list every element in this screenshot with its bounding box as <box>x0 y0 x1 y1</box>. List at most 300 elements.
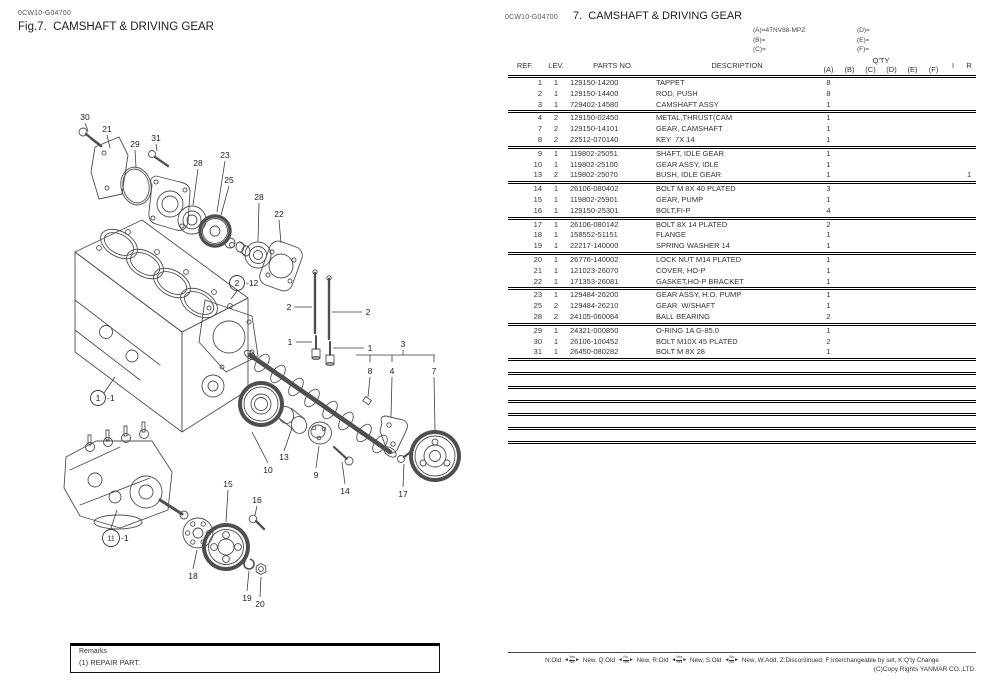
table-cell <box>881 89 902 100</box>
table-cell <box>839 324 860 336</box>
table-cell: 119802-25100 <box>570 159 618 169</box>
table-cell: 1 <box>553 205 559 215</box>
table-cell: 2 <box>826 219 831 229</box>
table-cell <box>923 100 944 112</box>
table-cell: 1 <box>826 347 831 357</box>
table-cell <box>881 347 902 359</box>
table-cell: 1 <box>826 99 831 109</box>
table-cell <box>962 77 976 89</box>
callout-suffix: -1 <box>107 393 115 403</box>
table-cell <box>962 241 976 253</box>
table-cell: 1 <box>826 148 831 158</box>
table-cell <box>962 324 976 336</box>
table-cell: 1 <box>553 325 559 335</box>
table-cell <box>902 347 923 359</box>
table-cell <box>962 135 976 147</box>
table-cell: 1 <box>826 290 831 300</box>
callout-label: 14 <box>340 486 350 496</box>
table-cell <box>839 170 860 182</box>
table-cell: LOCK NUT M14 PLATED <box>656 254 742 264</box>
table-cell <box>923 147 944 159</box>
table-cell <box>962 218 976 230</box>
table-cell <box>923 89 944 100</box>
table-cell: 1 <box>966 170 972 180</box>
table-cell <box>839 266 860 277</box>
table-row <box>508 241 976 253</box>
table-cell: 1 <box>826 230 831 240</box>
callout-label: 8 <box>367 366 373 376</box>
table-row <box>508 253 976 265</box>
table-cell: GEAR W/SHAFT <box>656 301 716 311</box>
qty-subcol: (D) <box>886 65 897 74</box>
table-cell: 22217-140000 <box>570 241 619 251</box>
table-cell: 1 <box>553 148 559 158</box>
table-cell <box>860 77 881 89</box>
model-label: (A)=4TNV88-MPZ <box>753 27 806 34</box>
table-row <box>508 206 976 218</box>
table-row <box>508 77 976 89</box>
table-cell: 31 <box>533 347 542 357</box>
table-cell <box>839 301 860 312</box>
table-cell: 4 <box>826 205 831 215</box>
table-cell <box>839 135 860 147</box>
table-row <box>508 112 976 124</box>
table-cell <box>881 253 902 265</box>
table-cell: METAL,THRUST(CAM <box>656 113 733 123</box>
table-cell <box>944 241 962 253</box>
table-cell <box>881 160 902 171</box>
table-cell <box>860 230 881 241</box>
table-cell: 2 <box>826 311 831 321</box>
table-cell <box>881 289 902 301</box>
table-cell <box>860 206 881 218</box>
table-cell: 1 <box>826 325 831 335</box>
table-cell: SHAFT, IDLE GEAR <box>656 148 724 158</box>
table-cell <box>860 89 881 100</box>
callout-label: 1 <box>367 343 373 353</box>
callout-suffix: -12 <box>246 278 259 288</box>
remarks-title: Remarks <box>79 648 108 655</box>
legend-code: Q:Old <box>598 656 617 664</box>
legend-after: New, <box>740 656 758 664</box>
table-cell <box>860 277 881 289</box>
table-cell <box>902 206 923 218</box>
table-cell <box>923 337 944 348</box>
table-cell: 119802-25070 <box>570 170 618 180</box>
legend-after: New, <box>581 656 599 664</box>
table-cell: SPRING WASHER 14 <box>656 241 730 251</box>
table-cell: 21 <box>533 265 542 275</box>
table-cell <box>944 218 962 230</box>
empty-cell <box>508 387 976 401</box>
table-cell <box>923 301 944 312</box>
table-cell <box>902 253 923 265</box>
table-cell <box>923 170 944 182</box>
table-cell: 24321-000850 <box>570 325 619 335</box>
col-ref: REF. <box>516 61 534 70</box>
table-cell <box>923 289 944 301</box>
empty-row <box>508 415 976 429</box>
table-cell: 1 <box>826 124 831 134</box>
table-cell <box>944 324 962 336</box>
callout-label: 18 <box>188 571 198 581</box>
table-cell <box>923 218 944 230</box>
table-cell <box>923 112 944 124</box>
col-lev: LEV. <box>548 61 564 70</box>
table-cell: FLANGE <box>656 230 687 240</box>
table-cell: 30 <box>533 336 542 346</box>
table-cell <box>860 253 881 265</box>
table-cell <box>944 124 962 135</box>
qty-subcol: (C) <box>865 65 876 74</box>
table-cell: 1 <box>553 159 559 169</box>
empty-cell <box>508 401 976 415</box>
table-cell <box>944 277 962 289</box>
table-cell: 1 <box>826 301 831 311</box>
callout-label: 17 <box>398 489 408 499</box>
table-cell <box>944 230 962 241</box>
table-cell: 121023-26070 <box>570 265 619 275</box>
table-cell: GEAR, PUMP <box>656 194 704 204</box>
table-cell <box>962 312 976 324</box>
table-cell <box>881 301 902 312</box>
table-row <box>508 100 976 112</box>
interchange-arrow-icon: ◄ $\frac{\text{Yes}}{No}$ ► <box>563 655 581 664</box>
table-cell: 26776-140002 <box>570 254 619 264</box>
table-cell: 158552-51151 <box>570 230 618 240</box>
table-cell: 1 <box>826 134 831 144</box>
model-labels-col2 <box>857 26 870 55</box>
table-cell <box>923 241 944 253</box>
table-row <box>508 277 976 289</box>
interchange-arrow-icon: ◄ $\frac{\text{Yes}}{\text{Yes}}$ ► <box>671 655 688 664</box>
table-cell <box>860 289 881 301</box>
table-cell: O-RING 1A G-85.0 <box>656 325 719 335</box>
table-cell: 729402-14580 <box>570 99 619 109</box>
table-row <box>508 147 976 159</box>
table-cell <box>944 337 962 348</box>
table-cell <box>944 301 962 312</box>
table-cell <box>881 147 902 159</box>
callout-label: 7 <box>431 366 437 376</box>
table-cell: 1 <box>553 194 559 204</box>
table-cell <box>962 347 976 359</box>
table-cell: 1 <box>826 159 831 169</box>
table-cell <box>944 253 962 265</box>
table-cell <box>839 289 860 301</box>
table-cell: 1 <box>553 254 559 264</box>
table-cell <box>962 100 976 112</box>
table-row <box>508 170 976 182</box>
table-cell <box>839 277 860 289</box>
table-cell: 7 <box>537 124 542 134</box>
callout-label: 9 <box>313 470 319 480</box>
col-r: R <box>966 61 972 70</box>
table-cell <box>839 230 860 241</box>
callout-label: 20 <box>255 599 265 609</box>
table-cell <box>839 253 860 265</box>
table-cell: GEAR ASSY, IDLE <box>656 159 719 169</box>
table-cell: 2 <box>553 311 559 321</box>
model-labels-col1 <box>753 26 805 55</box>
table-cell: BOLT,FI-P <box>656 205 691 215</box>
table-cell <box>944 147 962 159</box>
table-cell <box>962 183 976 195</box>
table-cell <box>860 112 881 124</box>
table-cell: 8 <box>826 88 831 98</box>
callout-label: 16 <box>252 495 262 505</box>
table-cell <box>860 337 881 348</box>
table-cell <box>902 337 923 348</box>
table-cell <box>860 324 881 336</box>
table-cell <box>923 312 944 324</box>
callout-label: 31 <box>151 133 161 143</box>
model-label: (D)= <box>857 27 870 34</box>
qty-subcol: (A) <box>823 65 834 74</box>
table-cell: 26450-080282 <box>570 347 619 357</box>
table-cell: 16 <box>533 205 542 215</box>
col-parts-no: PARTS NO. <box>593 61 633 70</box>
table-cell <box>839 218 860 230</box>
table-cell <box>860 183 881 195</box>
table-cell <box>962 195 976 206</box>
table-cell <box>923 195 944 206</box>
table-row <box>508 347 976 359</box>
table-cell <box>839 77 860 89</box>
table-cell <box>962 266 976 277</box>
table-cell <box>881 170 902 182</box>
table-cell <box>839 124 860 135</box>
callout-label: 2 <box>286 302 292 312</box>
table-cell: 2 <box>553 134 559 144</box>
table-cell <box>902 160 923 171</box>
model-label: (C)= <box>753 46 766 53</box>
table-cell <box>923 77 944 89</box>
table-cell <box>839 112 860 124</box>
table-cell: 129484-26200 <box>570 290 619 300</box>
callout-label: 4 <box>389 366 395 376</box>
callout-label: 21 <box>102 124 112 134</box>
callout-label: 10 <box>263 465 273 475</box>
table-cell <box>962 337 976 348</box>
table-cell <box>881 218 902 230</box>
table-cell <box>923 347 944 359</box>
table-cell: 171353-26081 <box>570 276 619 286</box>
table-row <box>508 289 976 301</box>
col-description: DESCRIPTION <box>711 61 763 70</box>
table-cell <box>902 112 923 124</box>
table-cell <box>962 253 976 265</box>
table-cell <box>902 170 923 182</box>
table-row <box>508 160 976 171</box>
table-cell <box>962 206 976 218</box>
table-cell: 2 <box>553 124 559 134</box>
table-cell: 26106-080142 <box>570 219 619 229</box>
table-cell: 3 <box>826 184 831 194</box>
table-cell <box>860 347 881 359</box>
table-cell: BUSH, IDLE GEAR <box>656 170 722 180</box>
table-cell <box>944 100 962 112</box>
table-cell <box>923 230 944 241</box>
table-cell: 22 <box>533 276 542 286</box>
table-cell <box>944 170 962 182</box>
col-qty: Q'TY <box>872 56 890 65</box>
table-cell: 9 <box>537 148 542 158</box>
table-cell <box>902 324 923 336</box>
table-cell <box>860 160 881 171</box>
qty-subcol: (B) <box>844 65 855 74</box>
table-cell: 2 <box>537 88 542 98</box>
table-row <box>508 183 976 195</box>
empty-cell <box>508 360 976 374</box>
table-cell <box>944 312 962 324</box>
table-row <box>508 135 976 147</box>
table-cell: 2 <box>553 301 559 311</box>
table-cell <box>923 135 944 147</box>
table-cell <box>902 147 923 159</box>
table-cell <box>962 124 976 135</box>
table-cell: GEAR ASSY, H.O. PUMP <box>656 290 742 300</box>
table-cell: 29 <box>533 325 542 335</box>
table-cell: 8 <box>537 134 542 144</box>
table-cell <box>839 312 860 324</box>
table-cell <box>923 266 944 277</box>
list-doc-code: 0CW10-G04700 <box>505 14 558 21</box>
table-cell <box>902 195 923 206</box>
table-cell <box>860 147 881 159</box>
callout-label: 11 <box>107 533 115 543</box>
table-cell <box>944 347 962 359</box>
table-cell: 1 <box>826 113 831 123</box>
table-row <box>508 89 976 100</box>
table-cell: 15 <box>533 194 542 204</box>
callout-label: 29 <box>130 139 140 149</box>
table-cell: 26106-080402 <box>570 184 619 194</box>
table-cell <box>881 266 902 277</box>
table-cell: 1 <box>553 99 559 109</box>
empty-row <box>508 360 976 374</box>
table-cell <box>860 124 881 135</box>
table-cell <box>860 135 881 147</box>
empty-row <box>508 429 976 443</box>
table-cell <box>902 77 923 89</box>
table-cell <box>881 135 902 147</box>
table-cell: BOLT 8X 14 PLATED <box>656 219 728 229</box>
empty-row <box>508 401 976 415</box>
table-cell: CAMSHAFT ASSY <box>656 99 719 109</box>
table-cell: 119802-25051 <box>570 148 618 158</box>
table-cell: 1 <box>553 78 559 87</box>
legend <box>508 652 976 673</box>
table-cell <box>860 312 881 324</box>
table-row <box>508 266 976 277</box>
table-cell: 20 <box>533 254 542 264</box>
table-cell: 1 <box>553 290 559 300</box>
table-cell <box>881 112 902 124</box>
table-cell <box>839 206 860 218</box>
table-cell <box>962 230 976 241</box>
table-cell <box>881 312 902 324</box>
table-cell: 2 <box>826 336 831 346</box>
table-cell <box>881 77 902 89</box>
table-cell <box>860 218 881 230</box>
callout-label: 22 <box>274 209 284 219</box>
table-cell <box>860 301 881 312</box>
table-cell <box>902 230 923 241</box>
table-cell: 119802-25901 <box>570 194 618 204</box>
table-cell <box>902 218 923 230</box>
table-cell <box>839 160 860 171</box>
parts-list-panel <box>505 0 982 691</box>
table-cell <box>881 206 902 218</box>
table-cell: 1 <box>553 276 559 286</box>
table-row <box>508 301 976 312</box>
table-cell: 19 <box>533 241 542 251</box>
table-row <box>508 312 976 324</box>
table-cell <box>923 124 944 135</box>
table-cell <box>923 183 944 195</box>
table-cell: 23 <box>533 290 542 300</box>
table-cell: 1 <box>826 194 831 204</box>
table-cell: 28 <box>533 311 542 321</box>
table-cell: BALL BEARING <box>656 311 710 321</box>
table-cell: 1 <box>826 265 831 275</box>
table-cell: 129150-14200 <box>570 78 619 87</box>
table-cell <box>839 147 860 159</box>
table-cell <box>881 195 902 206</box>
callout-label: 13 <box>279 452 289 462</box>
table-cell: ROD, PUSH <box>656 88 698 98</box>
table-cell <box>962 301 976 312</box>
table-cell <box>902 301 923 312</box>
table-row <box>508 195 976 206</box>
table-cell <box>881 277 902 289</box>
exploded-diagram <box>40 95 480 640</box>
table-cell: 1 <box>553 219 559 229</box>
legend-tail: W:Add, Z:Discontinued, F:Interchangeable by set, K:Q'ty Change <box>757 656 939 664</box>
copyright: (C)Copy Rights YANMAR CO.,LTD. <box>873 666 976 674</box>
model-label: (B)= <box>753 36 766 44</box>
list-title: 7. CAMSHAFT & DRIVING GEAR <box>573 10 743 22</box>
table-cell: 1 <box>826 276 831 286</box>
table-cell <box>902 124 923 135</box>
table-row <box>508 337 976 348</box>
table-cell <box>881 337 902 348</box>
table-cell <box>902 89 923 100</box>
table-cell <box>923 253 944 265</box>
table-cell <box>860 100 881 112</box>
table-row <box>508 124 976 135</box>
callout-label: 28 <box>254 192 264 202</box>
table-cell <box>923 277 944 289</box>
parts-table <box>508 56 976 444</box>
table-cell <box>944 183 962 195</box>
table-row <box>508 230 976 241</box>
table-cell: 1 <box>553 265 559 275</box>
empty-cell <box>508 415 976 429</box>
table-cell: 1 <box>553 88 559 98</box>
table-cell <box>902 266 923 277</box>
legend-code: N:Old <box>545 656 563 664</box>
table-cell: KEY 7X 14 <box>656 134 695 144</box>
interchange-arrow-icon: ◄ $\frac{No}{No}$ ► <box>724 655 740 664</box>
table-cell <box>962 277 976 289</box>
callout-label: 23 <box>220 150 230 160</box>
empty-row <box>508 373 976 387</box>
legend-line <box>508 656 976 664</box>
table-cell: 4 <box>537 113 542 123</box>
callout-suffix: -1 <box>121 533 129 543</box>
